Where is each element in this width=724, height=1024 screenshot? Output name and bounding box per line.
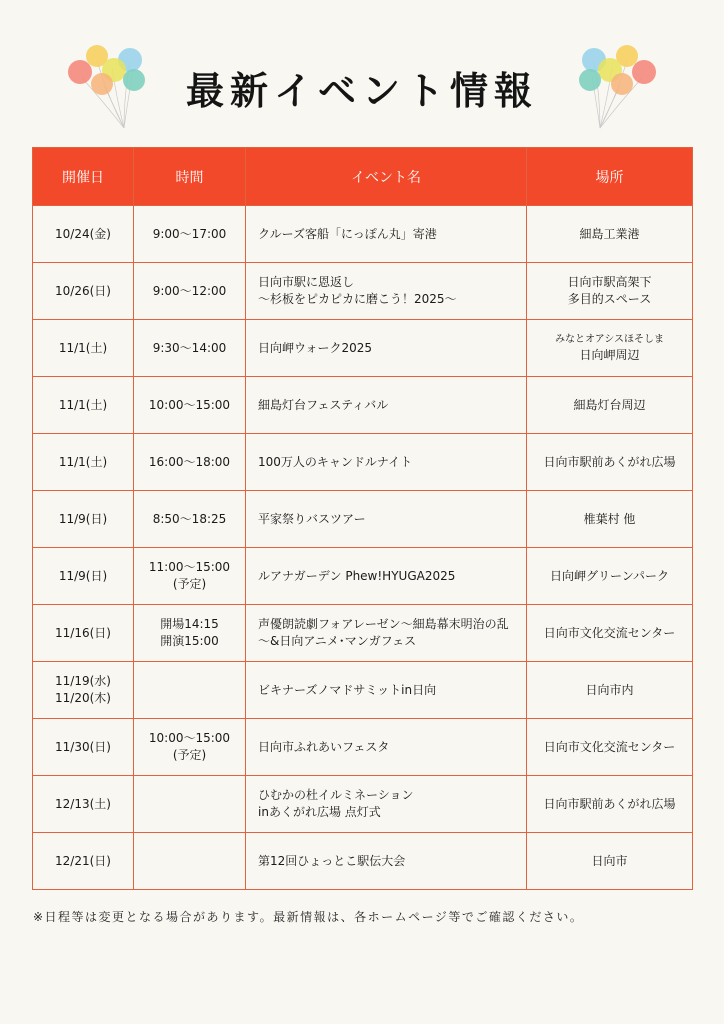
event-name: 第12回ひょっとこ駅伝大会 — [246, 833, 527, 890]
table-row — [33, 491, 693, 548]
event-date: 10/24(金) — [33, 206, 134, 263]
event-time: 開場14:15 開演15:00 — [134, 605, 246, 662]
event-time: 9:00～17:00 — [134, 206, 246, 263]
event-place — [527, 377, 693, 434]
event-place — [527, 491, 693, 548]
table-row — [33, 662, 693, 719]
page-title: 最新イベント情報 — [185, 69, 538, 113]
event-time — [134, 776, 246, 833]
table-row — [33, 263, 693, 320]
event-date: 11/30(日) — [33, 719, 134, 776]
event-time — [134, 833, 246, 890]
event-name: 日向市駅に恩返し ～杉板をピカピカに磨こう！2025～ — [246, 263, 527, 320]
event-date: 10/26(日) — [33, 263, 134, 320]
event-place-main: 日向岬グリーンパーク — [550, 568, 669, 583]
event-date: 11/9(日) — [33, 548, 134, 605]
table-row — [33, 719, 693, 776]
event-date: 11/1(土) — [33, 320, 134, 377]
event-place — [527, 263, 693, 320]
event-name: 日向岬ウォーク2025 — [246, 320, 527, 377]
table-row — [33, 833, 693, 890]
event-name: ひむかの杜イルミネーション inあくがれ広場 点灯式 — [246, 776, 527, 833]
event-time: 10:00～15:00 — [134, 377, 246, 434]
event-date: 11/9(日) — [33, 491, 134, 548]
event-date: 11/1(土) — [33, 434, 134, 491]
event-place — [527, 434, 693, 491]
event-time: 11:00～15:00 (予定) — [134, 548, 246, 605]
event-place-main: 椎葉村 他 — [583, 511, 636, 526]
table-row — [33, 434, 693, 491]
event-place-main: 細島工業港 — [579, 226, 640, 241]
event-date: 11/16(日) — [33, 605, 134, 662]
column-header-date: 開催日 — [33, 148, 134, 206]
events-table — [32, 147, 693, 890]
event-time: 16:00～18:00 — [134, 434, 246, 491]
event-place-main: 日向市駅前あくがれ広場 — [543, 796, 676, 811]
event-place — [527, 776, 693, 833]
event-name: 声優朗読劇フォアレーゼン～細島幕末明治の乱 ～&日向アニメ･マンガフェス — [246, 605, 527, 662]
event-time — [134, 662, 246, 719]
event-place — [527, 833, 693, 890]
event-place-main: 日向市 — [591, 853, 628, 868]
event-date: 11/1(土) — [33, 377, 134, 434]
event-name: ルアナガーデン Phew!HYUGA2025 — [246, 548, 527, 605]
event-place — [527, 206, 693, 263]
event-time: 9:00～12:00 — [134, 263, 246, 320]
event-place-sub: みなとオアシスほそしま — [555, 333, 664, 345]
event-time: 8:50～18:25 — [134, 491, 246, 548]
table-row — [33, 605, 693, 662]
column-header-place: 場所 — [527, 148, 693, 206]
event-name: クルーズ客船「にっぽん丸」寄港 — [246, 206, 527, 263]
event-place — [527, 320, 693, 377]
event-place-main: 日向市駅前あくがれ広場 — [543, 454, 676, 469]
event-place-main: 日向岬周辺 — [579, 347, 640, 362]
event-place-main: 日向市文化交流センター — [543, 739, 676, 754]
event-place-main: 日向市内 — [585, 682, 634, 697]
column-header-time: 時間 — [134, 148, 246, 206]
event-time: 9:30～14:00 — [134, 320, 246, 377]
event-name: ビキナーズノマドサミットin日向 — [246, 662, 527, 719]
table-row — [33, 776, 693, 833]
event-place-main: 日向市文化交流センター — [543, 625, 676, 640]
disclaimer-note: ※日程等は変更となる場合があります。最新情報は、各ホームページ等でご確認ください。 — [33, 910, 584, 924]
column-header-event-name: イベント名 — [246, 148, 527, 206]
event-name: 平家祭りバスツアー — [246, 491, 527, 548]
event-date: 12/13(土) — [33, 776, 134, 833]
event-place-main: 日向市駅高架下 多目的スペース — [567, 275, 652, 306]
event-name: 日向市ふれあいフェスタ — [246, 719, 527, 776]
event-time: 10:00～15:00 (予定) — [134, 719, 246, 776]
event-place — [527, 548, 693, 605]
table-row — [33, 548, 693, 605]
table-row — [33, 377, 693, 434]
event-place — [527, 605, 693, 662]
event-name: 細島灯台フェスティバル — [246, 377, 527, 434]
table-header-row — [33, 148, 693, 206]
event-place-main: 細島灯台周辺 — [573, 397, 646, 412]
event-place — [527, 662, 693, 719]
event-name: 100万人のキャンドルナイト — [246, 434, 527, 491]
event-place — [527, 719, 693, 776]
table-row — [33, 206, 693, 263]
table-row — [33, 320, 693, 377]
event-date: 12/21(日) — [33, 833, 134, 890]
event-date: 11/19(水) 11/20(木) — [33, 662, 134, 719]
